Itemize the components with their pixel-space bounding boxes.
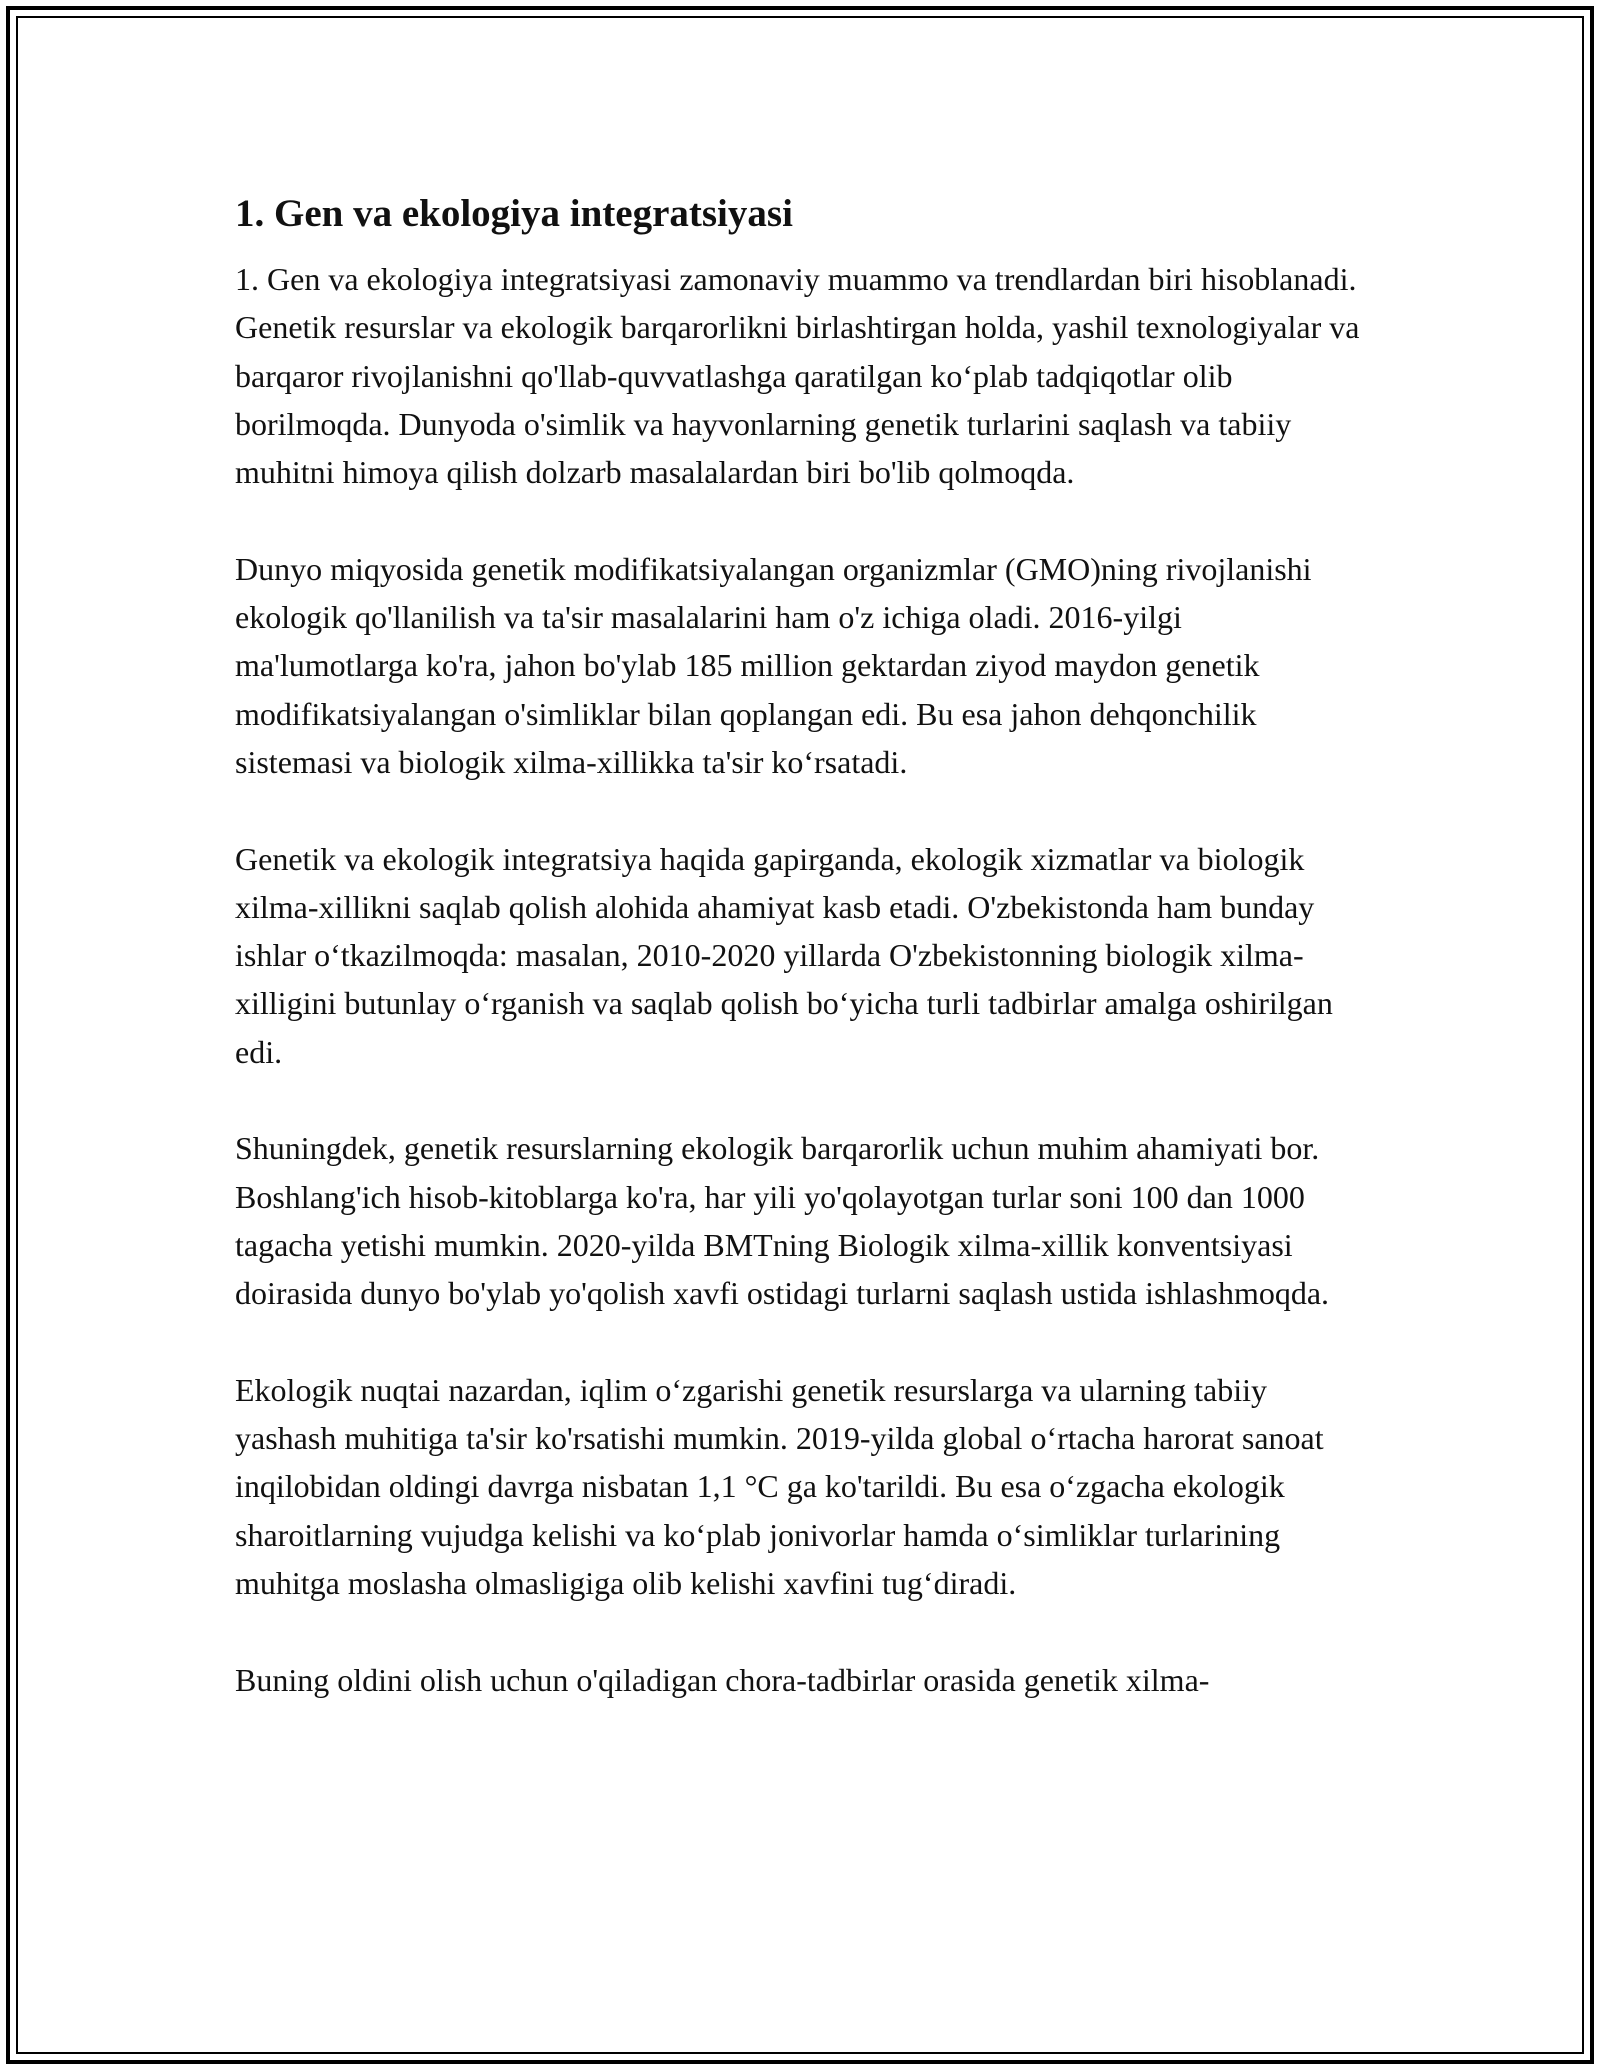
paragraph-5: Ekologik nuqtai nazardan, iqlim o‘zgarishi genetik resurslarga va ularning tabiiy yashash muhitiga ta'sir ko'rsatishi mumkin. 2019-yilda global o‘rtacha harorat sanoat inqilobidan oldingi davrga nisbatan 1,1 °C ga ko'tarildi. Bu esa o‘zgacha ekologik sharoitlarning vujudga kelishi va ko‘plab jonivorlar hamda o‘simliklar turlarining muhitga moslasha olmasligiga olib kelishi xavfini tug‘diradi. [235, 1371, 1324, 1602]
section-heading: 1. Gen va ekologiya integratsiyasi [235, 192, 793, 235]
document-body [235, 185, 1365, 1752]
paragraph-2: Dunyo miqyosida genetik modifikatsiyalangan organizmlar (GMO)ning rivojlanishi ekologik qo'llanilish va ta'sir masalalarini ham o'z ichiga oladi. 2016-yilgi ma'lumotlarga ko'ra, jahon bo'ylab 185 million gektardan ziyod maydon genetik modifikatsiyalangan o'simliklar bilan qoplangan edi. Bu esa jahon dehqonchilik sistemasi va biologik xilma-xillikka ta'sir ko‘rsatadi. [235, 550, 1312, 780]
paragraph-3: Genetik va ekologik integratsiya haqida gapirganda, ekologik xizmatlar va biologik xilma-xillikni saqlab qolish alohida ahamiyat kasb etadi. O'zbekistonda ham bunday ishlar o‘tkazilmoqda: masalan, 2010-2020 yillarda O'zbekistonning biologik xilma-xilligini butunlay o‘rganish va saqlab qolish bo‘yicha turli tadbirlar amalga oshirilgan edi. [235, 840, 1333, 1070]
paragraph-4: Shuningdek, genetik resurslarning ekologik barqarorlik uchun muhim ahamiyati bor. Boshlang'ich hisob-kitoblarga ko'ra, har yili yo'qolayotgan turlar soni 100 dan 1000 tagacha yetishi mumkin. 2020-yilda BMTning Biologik xilma-xillik konventsiyasi doirasida dunyo bo'ylab yo'qolish xavfi ostidagi turlarni saqlash ustida ishlashmoqda. [235, 1130, 1330, 1312]
paragraph-1: 1. Gen va ekologiya integratsiyasi zamonaviy muammo va trendlardan biri hisoblanadi. Genetik resurslar va ekologik barqarorlikni birlashtirgan holda, yashil texnologiyalar va barqaror rivojlanishni qo'llab-quvvatlashga qaratilgan ko‘plab tadqiqotlar olib borilmoqda. Dunyoda o'simlik va hayvonlarning genetik turlarini saqlash va tabiiy muhitni himoya qilish dolzarb masalalardan biri bo'lib qolmoqda. [235, 261, 1360, 491]
paragraph-6: Buning oldini olish uchun o'qiladigan chora-tadbirlar orasida genetik xilma- [235, 1661, 1210, 1698]
